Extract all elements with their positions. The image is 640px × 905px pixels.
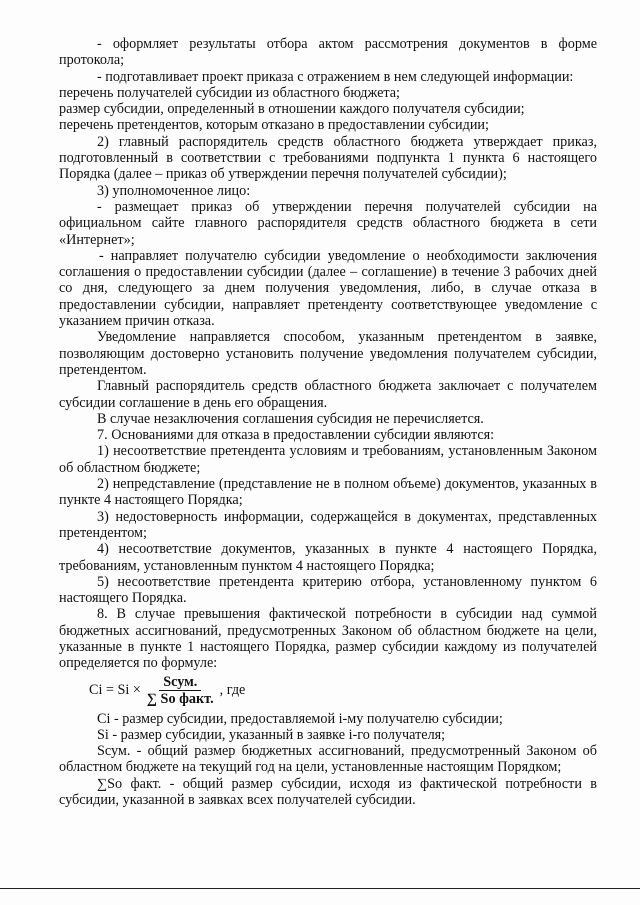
paragraph-protocol: - оформляет результаты отбора актом рассмотрения документов в форме протокола; [59, 36, 597, 69]
paragraph-agreement: Главный распорядитель средств областного бюджета заключает с получателем субсидии соглашение в день его обращения. [59, 378, 597, 411]
definition-sum-so-fact: ∑So факт. - общий размер субсидии, исходя из фактической потребности в субсидии, указанной в заявках всех получателей субсидии. [59, 775, 597, 809]
paragraph-subsidy-size: размер субсидии, определенный в отношении каждого получателя субсидии; [59, 101, 525, 118]
paragraph-notice-method: Уведомление направляется способом, указанным претендентом в заявке, позволяющим достоверно установить получение уведомления получателем субсидии, претендентом. [59, 329, 597, 378]
paragraph-send-notice: - направляет получателю субсидии уведомление о необходимости заключения соглашения о предоставлении субсидии (далее – соглашение) в течение 3 рабочих дней со дня, следующего за днем получения уведомления, либо, в случае отказа в предоставлении субсидии, направляет претенденту соответствующее уведомление с указанием причин отказа. [59, 247, 597, 330]
formula-lhs: Ci = Si × [89, 682, 141, 699]
definition-ci: Ci - размер субсидии, предоставляемой i-му получателю субсидии; [97, 710, 503, 727]
definition-si: Si - размер субсидии, указанный в заявке i-го получателя; [97, 726, 446, 743]
paragraph-item-8: 8. В случае превышения фактической потребности в субсидии над суммой бюджетных ассигнований, предусмотренных Законом об областном бюджете на цели, указанные в пункте 1 настоящего Порядка, размер субсидии каждому из получателей определяется по формуле: [59, 606, 597, 672]
paragraph-item-7: 7. Основаниями для отказа в предоставлении субсидии являются: [97, 427, 495, 444]
paragraph-item-2: 2) главный распорядитель средств областного бюджета утверждает приказ, подготовленный в соответствии с требованиями подпункта 1 пункта 6 настоящего Порядка (далее – приказ об утверждении перечня получателей субсидии); [59, 133, 597, 183]
paragraph-ground-3: 3) недостоверность информации, содержащейся в документах, представленных претендентом; [59, 508, 597, 541]
document-body [59, 36, 597, 808]
formula-denominator: ∑ Sо факт. [146, 690, 214, 707]
paragraph-ground-2: 2) непредставление (представление не в полном объеме) документов, указанных в пункте 4 настоящего Порядка; [59, 476, 597, 509]
definition-ssum: Sсум. - общий размер бюджетных ассигнований, предусмотренный Законом об областном бюджете на текущий год на цели, установленные настоящим Порядком; [59, 743, 597, 776]
paragraph-recipient-list: перечень получателей субсидии из областного бюджета; [59, 84, 401, 101]
paragraph-ground-1: 1) несоответствие претендента условиям и требованиям, установленным Законом об областном бюджете; [59, 443, 597, 476]
paragraph-refused-list: перечень претендентов, которым отказано в предоставлении субсидии; [59, 117, 489, 134]
paragraph-item-3: 3) уполномоченное лицо: [97, 182, 251, 199]
formula-numerator: Sсум. [159, 675, 201, 691]
footer-divider [0, 888, 640, 889]
subsidy-formula [89, 673, 597, 709]
paragraph-draft-order: - подготавливает проект приказа с отражением в нем следующей информации: [97, 68, 574, 85]
paragraph-ground-4: 4) несоответствие документов, указанных в пункте 4 настоящего Порядка, требованиям, установленным пунктом 4 настоящего Порядка; [59, 541, 597, 574]
paragraph-publish-order: - размещает приказ об утверждении перечня получателей субсидии на официальном сайте главного распорядителя средств областного бюджета в сети «Интернет»; [59, 198, 597, 248]
formula-fraction [143, 675, 218, 707]
paragraph-ground-5: 5) несоответствие претендента критерию отбора, установленному пунктом 6 настоящего Порядка. [59, 573, 597, 607]
formula-suffix: , где [219, 682, 246, 699]
paragraph-no-agreement: В случае незаключения соглашения субсидия не перечисляется. [97, 410, 484, 427]
